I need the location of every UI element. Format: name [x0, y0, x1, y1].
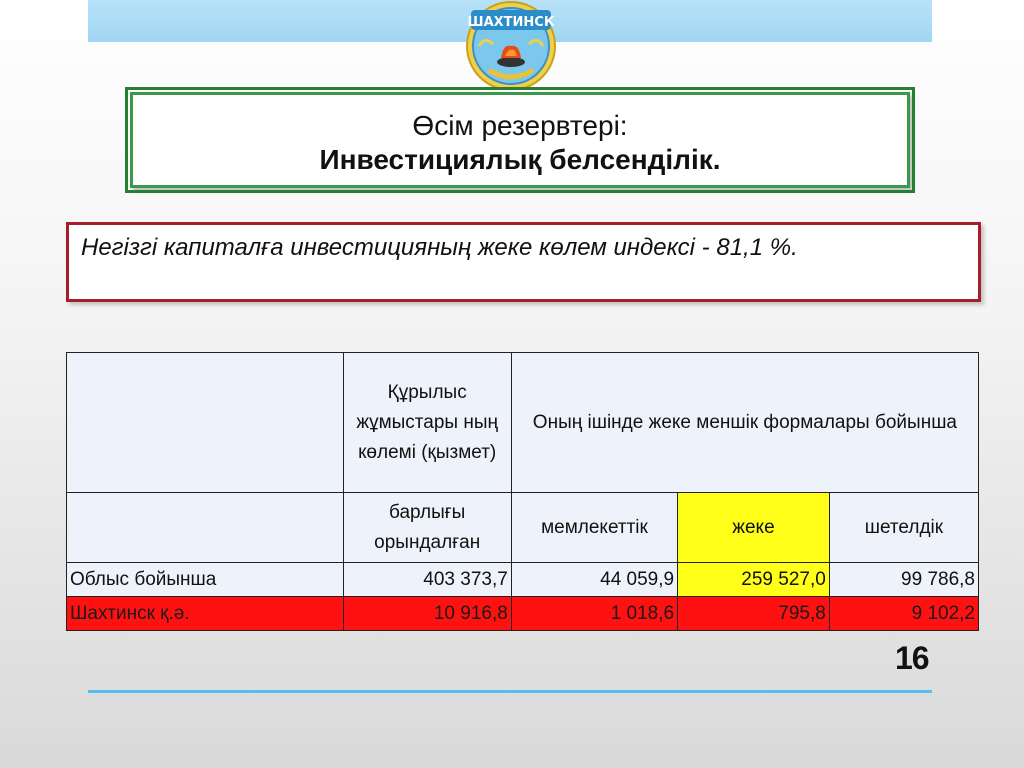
header-state: мемлекеттік [511, 493, 677, 563]
title-box [130, 92, 910, 188]
table-header-row-2 [67, 493, 979, 563]
title-line1: Өсім резервтері: [412, 110, 628, 141]
header-ownership-forms: Оның ішінде жеке меншік формалары бойынша [511, 353, 978, 493]
title-line2: Инвестициялық белсенділік. [319, 144, 721, 175]
cell-total: 403 373,7 [343, 563, 511, 597]
header-total: барлығы орындалған [343, 493, 511, 563]
row-label: Шахтинск қ.ә. [67, 597, 344, 631]
header-construction-volume: Құрылыс жұмыстары ның көлемі (қызмет) [343, 353, 511, 493]
cell-private: 795,8 [678, 597, 830, 631]
header-empty-cell-2 [67, 493, 344, 563]
cell-private: 259 527,0 [678, 563, 830, 597]
header-foreign: шетелдік [829, 493, 978, 563]
investment-index-text: Негізгі капиталға инвестицияның жеке көлем индексі - 81,1 %. [66, 222, 981, 302]
cell-state: 44 059,9 [511, 563, 677, 597]
row-label: Облыс бойынша [67, 563, 344, 597]
cell-total: 10 916,8 [343, 597, 511, 631]
cell-foreign: 99 786,8 [829, 563, 978, 597]
bottom-divider [88, 690, 932, 693]
city-emblem-icon [449, 0, 573, 90]
header-empty-cell [67, 353, 344, 493]
table-row [67, 563, 979, 597]
table-header-row-1 [67, 353, 979, 493]
cell-state: 1 018,6 [511, 597, 677, 631]
cell-foreign: 9 102,2 [829, 597, 978, 631]
table-row [67, 597, 979, 631]
header-private: жеке [678, 493, 830, 563]
investment-table [66, 352, 979, 631]
emblem-label: ШАХТИНСК [467, 15, 555, 30]
page-number: 16 [895, 640, 929, 676]
